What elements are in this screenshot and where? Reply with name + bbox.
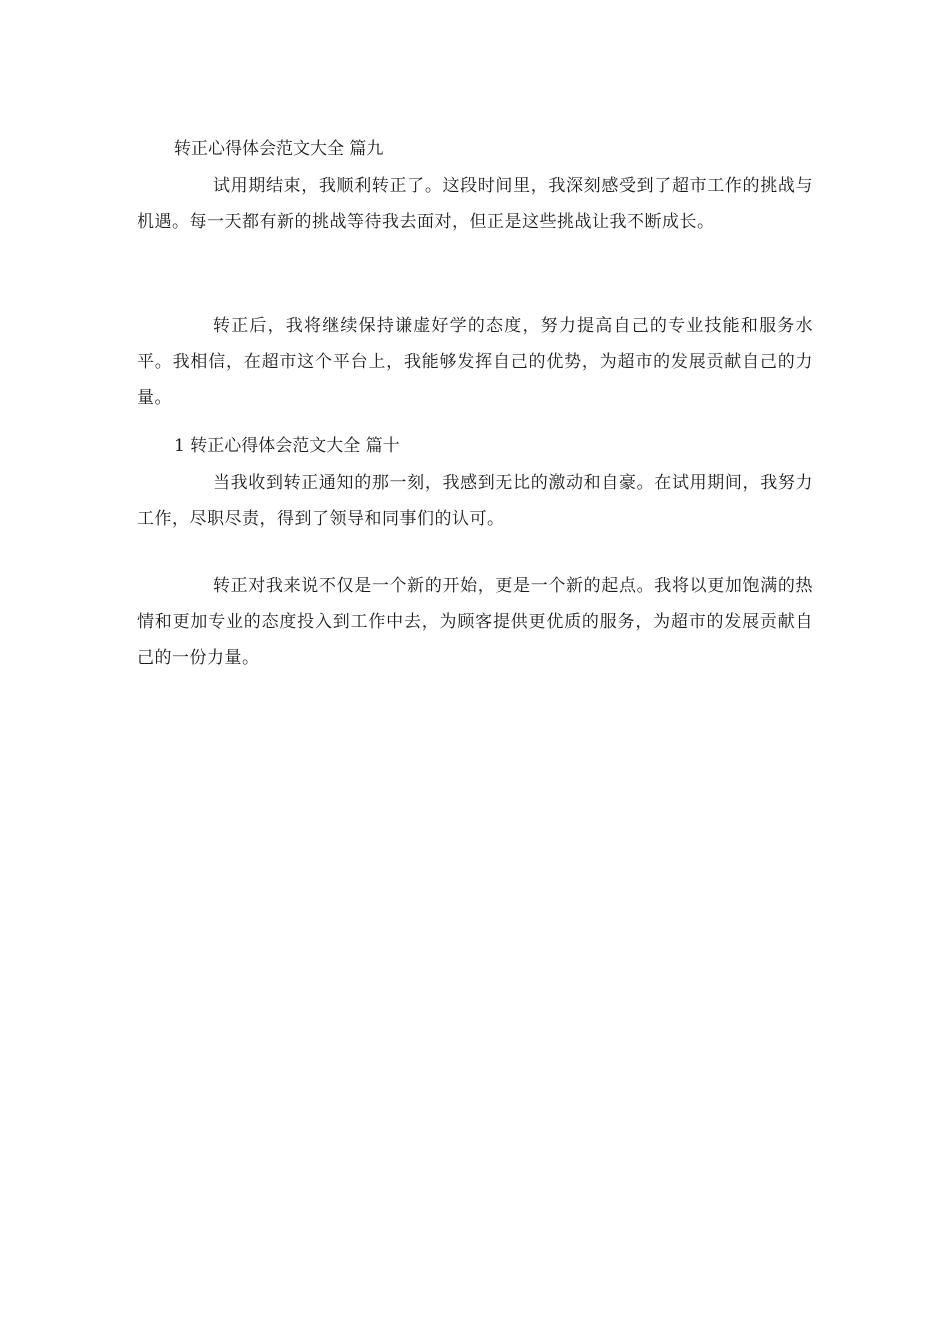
section-title-9: 转正心得体会范文大全 篇九 xyxy=(174,139,384,159)
paragraph-10-2: 转正对我来说不仅是一个新的开始，更是一个新的起点。我将以更加饱满的热情和更加专业的态度投入到工作中去，为顾客提供更优质的服务，为超市的发展贡献自己的一份力量。 xyxy=(137,576,813,668)
section-title-10: 1 转正心得体会范文大全 篇十 xyxy=(174,436,400,456)
paragraph-10-1: 当我收到转正通知的那一刻，我感到无比的激动和自豪。在试用期间，我努力工作，尽职尽责，得到了领导和同事们的认可。 xyxy=(137,473,813,529)
paragraph-9-1: 试用期结束，我顺利转正了。这段时间里，我深刻感受到了超市工作的挑战与机遇。每一天都有新的挑战等待我去面对，但正是这些挑战让我不断成长。 xyxy=(137,176,813,232)
paragraph-9-2: 转正后，我将继续保持谦虚好学的态度，努力提高自己的专业技能和服务水平。我相信，在超市这个平台上，我能够发挥自己的优势，为超市的发展贡献自己的力量。 xyxy=(137,316,813,408)
